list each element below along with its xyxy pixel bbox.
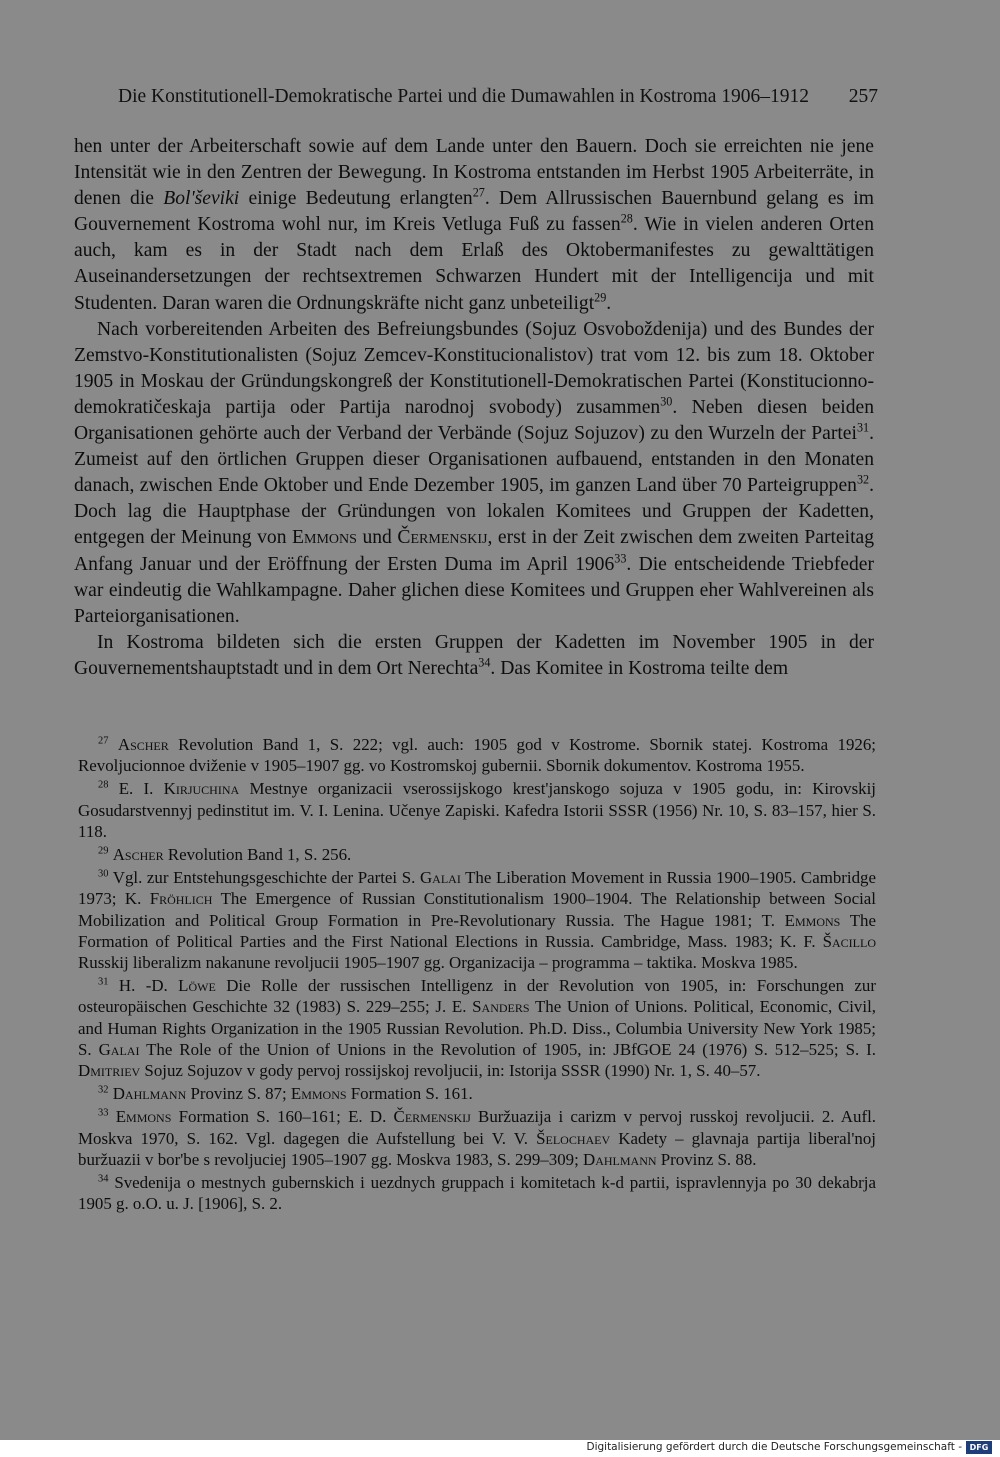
paragraph: Nach vorbereitenden Arbeiten des Befreiungsbundes (Sojuz Osvoboždenija) und des Bundes der Zemstvo-Konstitutionalisten (Sojuz Zemcev-Konstitucionalistov) trat vom 12. bis zum 18. Oktober 1905 in Moskau der Gründungskongreß der Konstitutionell-Demokratischen Partei (Konstitucionno-demokratičeskaja partija oder Partija narodnoj svobody) zusammen$^{30}$. Neben diesen beiden Organisationen gehörte auch der Verband der Verbände (Sojuz Sojuzov) zu den Wurzeln der Partei$^{31}$. Zumeist auf den örtlichen Gruppen dieser Organisationen aufbauend, entstanden in den Monaten danach, zwischen Ende Oktober und Ende Dezember 1905, im ganzen Land über 70 Parteigruppen$^{32}$. Doch lag die Hauptphase der Gründungen von lokalen Komitees und Gruppen der Kadetten, entgegen der Meinung von Emmons und Čermenskij, erst in der Zeit zwischen dem zweiten Parteitag Anfang Januar und der Eröffnung der Ersten Duma im April 1906$^{33}$. Die entscheidende Triebfeder war eindeutig die Wahlkampagne. Daher glichen diese Komitees und Gruppen eher Wahlvereinen als Parteiorganisationen. — [74, 318, 875, 627]
footnotes — [78, 734, 876, 1216]
digitization-credit: Digitalisierung gefördert durch die Deutsche Forschungsgemeinschaft - — [586, 1441, 962, 1453]
main-text — [74, 134, 874, 682]
page-number: 257 — [848, 86, 878, 107]
paragraph: In Kostroma bildeten sich die ersten Gruppen der Kadetten im November 1905 in der Gouvernementshauptstadt und in dem Ort Nerechta$^{34}$. Das Komitee in Kostroma teilte dem — [74, 631, 874, 679]
footnote-31: $^{31}$ H. -D. Löwe Die Rolle der russischen Intelligenz in der Revolution von 1905, in: Forschungen zur osteuropäischen Geschichte 32 (1983) S. 229–255; J. E. Sanders The Union of Unions. Political, Economic, Civil, and Human Rights Organization in the 1905 Russian Revolution. Ph.D. Diss., Columbia University New York 1985; S. Galai The Role of the Union of Unions in the Revolution of 1905, in: JBfGOE 24 (1976) S. 512–525; S. I. Dmitriev Sojuz Sojuzov v gody pervoj rossijskoj revoljucii, in: Istorija SSSR (1990) Nr. 1, S. 40–57. — [78, 976, 876, 1081]
paragraph: hen unter der Arbeiterschaft sowie auf dem Lande unter den Bauern. Doch sie erreichten nie jene Intensität wie in den Zentren der Bewegung. In Kostroma entstanden im Herbst 1905 Arbeiterräte, in denen die Bol'ševiki einige Bedeutung erlangten$^{27}$. Dem Allrussischen Bauernbund gelang es im Gouvernement Kostroma wohl nur, im Kreis Vetluga Fuß zu fassen$^{28}$. Wie in vielen anderen Orten auch, kam es in der Stadt nach dem Erlaß des Oktobermanifestes zu gewalttätigen Auseinandersetzungen der rechtsextremen Schwarzen Hundert mit der Intelligencija und mit Studenten. Daran waren die Ordnungskräfte nicht ganz unbeteiligt$^{29}$. — [74, 136, 874, 314]
footnote-27: $^{27}$ Ascher Revolution Band 1, S. 222; vgl. auch: 1905 god v Kostrome. Sbornik statej. Kostroma 1926; Revoljucionnoe dviženie v 1905–1907 gg. vo Kostromskoj gubernii. Sbornik dokumentov. Kostroma 1955. — [78, 735, 876, 776]
footnote-33: $^{33}$ Emmons Formation S. 160–161; E. D. Čermenskij Buržuazija i carizm v pervoj russkoj revoljucii. 2. Aufl. Moskva 1970, S. 162. Vgl. dagegen die Aufstellung bei V. V. Šelochaev Kadety – glavnaja partija liberal'noj buržuazii v bor'be s revoljuciej 1905–1907 gg. Moskva 1983, S. 299–309; Dahlmann Provinz S. 88. — [78, 1107, 876, 1169]
footnote-34: $^{34}$ Svedenija o mestnych gubernskich i uezdnych gruppach i komitetach k-d partii, ispravlennyja po 30 dekabrja 1905 g. o.O. u. J. [1906], S. 2. — [78, 1173, 876, 1214]
dfg-logo-icon: DFG — [966, 1441, 992, 1454]
running-title: Die Konstitutionell-Demokratische Partei und die Dumawahlen in Kostroma 1906–1912 — [118, 86, 810, 107]
footnote-29: $^{29}$ Ascher Revolution Band 1, S. 256. — [98, 845, 352, 865]
running-header — [118, 86, 878, 108]
footnote-28: $^{28}$ E. I. Kirjuchina Mestnye organizacii vserossijskogo krest'janskogo sojuza v 1905 godu, in: Kirovskij Gosudarstvennyj pedinstitut im. V. I. Lenina. Učenye Zapiski. Kafedra Istorii SSSR (1956) Nr. 10, S. 83–157, hier S. 118. — [78, 779, 876, 841]
footnote-30: $^{30}$ Vgl. zur Entstehungsgeschichte der Partei S. Galai The Liberation Movement in Russia 1900–1905. Cambridge 1973; K. Fröhlich The Emergence of Russian Constitutionalism 1900–1904. The Relationship between Social Mobilization and Political Group Formation in Pre-Revolutionary Russia. The Hague 1981; T. Emmons The Formation of Political Parties and the First National Elections in Russia. Cambridge, Mass. 1983; K. F. Šacillo Russkij liberalizm nakanune revoljucii 1905–1907 gg. Organizacija – programma – taktika. Moskva 1985. — [78, 868, 876, 973]
footnote-32: $^{32}$ Dahlmann Provinz S. 87; Emmons Formation S. 161. — [98, 1084, 473, 1104]
